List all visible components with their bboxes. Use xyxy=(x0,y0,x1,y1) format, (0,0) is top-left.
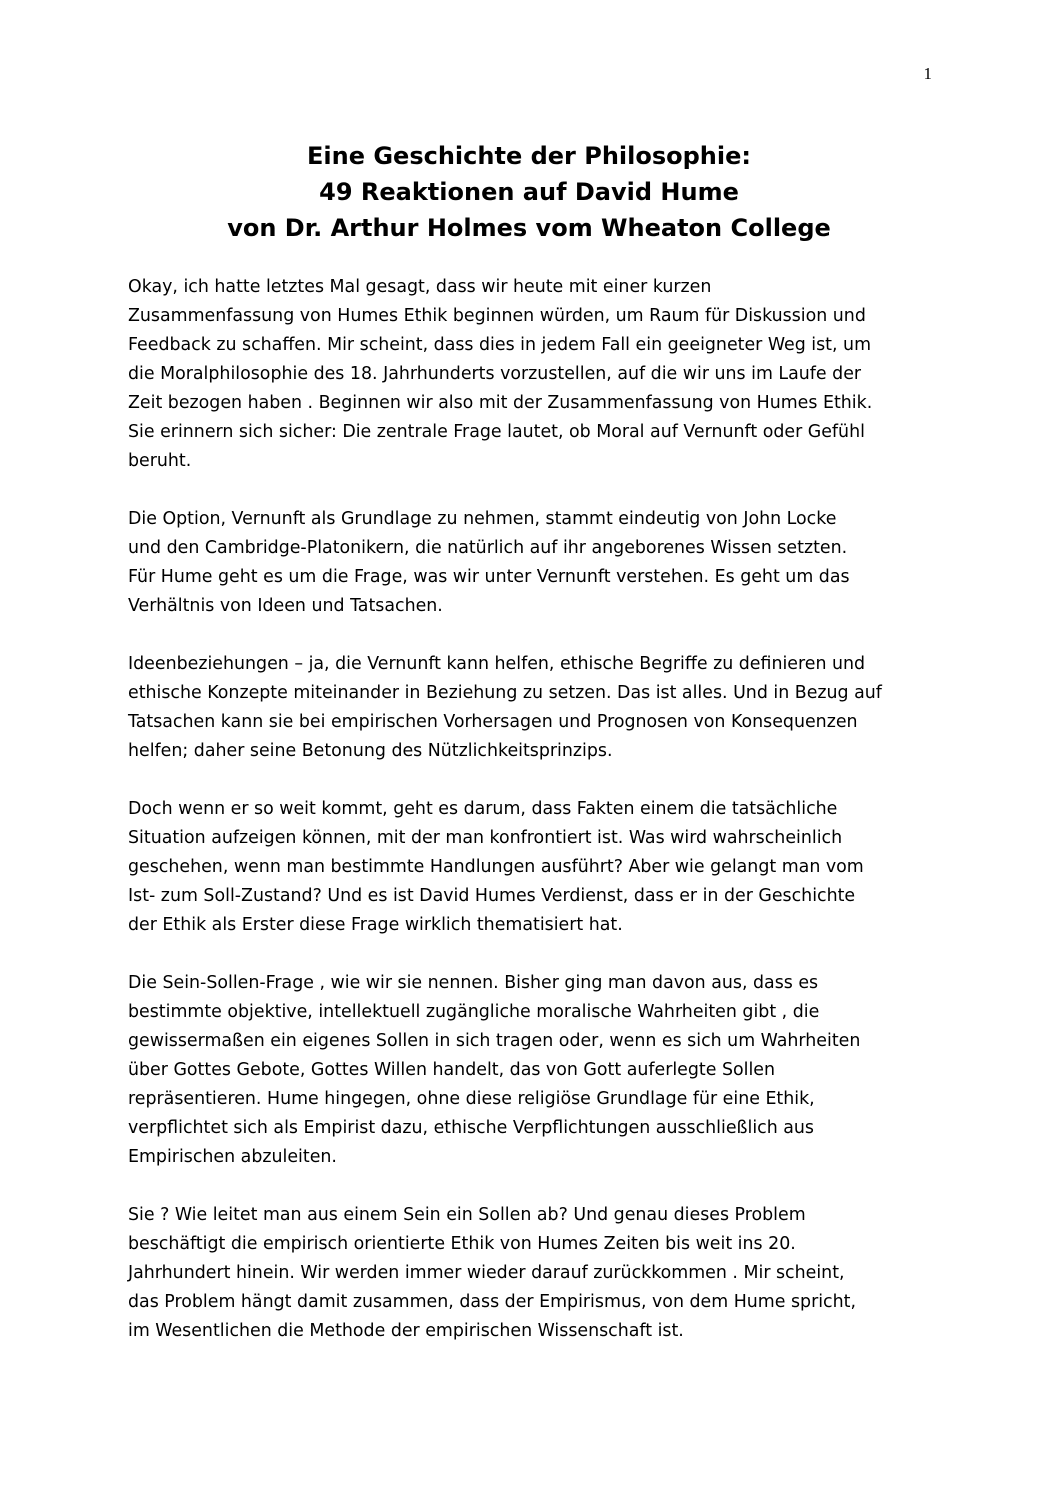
text-line: Sie erinnern sich sicher: Die zentrale Frage lautet, ob Moral auf Vernunft oder Gefühl xyxy=(128,422,865,442)
text-line: Doch wenn er so weit kommt, geht es darum, dass Fakten einem die tatsächliche xyxy=(128,799,838,819)
text-line: über Gottes Gebote, Gottes Willen handelt, das von Gott auferlegte Sollen xyxy=(128,1060,776,1080)
paragraph-1 xyxy=(128,273,948,476)
text-line: Zeit bezogen haben . Beginnen wir also mit der Zusammenfassung von Humes Ethik. xyxy=(128,393,873,413)
text-line: die Moralphilosophie des 18. Jahrhunderts vorzustellen, auf die wir uns im Laufe der xyxy=(128,364,862,384)
text-line: Situation aufzeigen können, mit der man konfrontiert ist. Was wird wahrscheinlich xyxy=(128,828,843,848)
text-line: Zusammenfassung von Humes Ethik beginnen würden, um Raum für Diskussion und xyxy=(128,306,866,326)
text-line: Die Sein-Sollen-Frage , wie wir sie nennen. Bisher ging man davon aus, dass es xyxy=(128,973,819,993)
document-body xyxy=(128,273,948,1375)
text-line: Verhältnis von Ideen und Tatsachen. xyxy=(128,596,443,616)
paragraph-4 xyxy=(128,795,948,940)
text-line: gewissermaßen ein eigenes Sollen in sich tragen oder, wenn es sich um Wahrheiten xyxy=(128,1031,861,1051)
text-line: Für Hume geht es um die Frage, was wir unter Vernunft verstehen. Es geht um das xyxy=(128,567,850,587)
text-line: Sie ? Wie leitet man aus einem Sein ein Sollen ab? Und genau dieses Problem xyxy=(128,1205,806,1225)
title-line: von Dr. Arthur Holmes vom Wheaton College xyxy=(227,214,831,242)
text-line: verpflichtet sich als Empirist dazu, ethische Verpflichtungen ausschließlich aus xyxy=(128,1118,814,1138)
text-line: Okay, ich hatte letztes Mal gesagt, dass wir heute mit einer kurzen xyxy=(128,277,712,297)
text-line: ethische Konzepte miteinander in Beziehung zu setzen. Das ist alles. Und in Bezug auf xyxy=(128,683,882,703)
text-line: Empirischen abzuleiten. xyxy=(128,1147,337,1167)
text-line: Die Option, Vernunft als Grundlage zu nehmen, stammt eindeutig von John Locke xyxy=(128,509,837,529)
paragraph-6 xyxy=(128,1201,948,1346)
text-line: geschehen, wenn man bestimmte Handlungen ausführt? Aber wie gelangt man vom xyxy=(128,857,864,877)
paragraph-3 xyxy=(128,650,948,766)
paragraph-2 xyxy=(128,505,948,621)
text-line: Feedback zu schaffen. Mir scheint, dass dies in jedem Fall ein geeigneter Weg ist, um xyxy=(128,335,872,355)
text-line: das Problem hängt damit zusammen, dass der Empirismus, von dem Hume spricht, xyxy=(128,1292,856,1312)
text-line: Ist- zum Soll-Zustand? Und es ist David Humes Verdienst, dass er in der Geschichte xyxy=(128,886,856,906)
text-line: Tatsachen kann sie bei empirischen Vorhersagen und Prognosen von Konsequenzen xyxy=(128,712,858,732)
document-title xyxy=(0,138,1058,246)
text-line: Jahrhundert hinein. Wir werden immer wieder darauf zurückkommen . Mir scheint, xyxy=(128,1263,845,1283)
title-line: Eine Geschichte der Philosophie: xyxy=(307,142,751,170)
text-line: und den Cambridge-Platonikern, die natürlich auf ihr angeborenes Wissen setzten. xyxy=(128,538,848,558)
page-number: 1 xyxy=(923,64,932,83)
text-line: repräsentieren. Hume hingegen, ohne diese religiöse Grundlage für eine Ethik, xyxy=(128,1089,815,1109)
text-line: beschäftigt die empirisch orientierte Ethik von Humes Zeiten bis weit ins 20. xyxy=(128,1234,796,1254)
title-line: 49 Reaktionen auf David Hume xyxy=(319,178,739,206)
paragraph-5 xyxy=(128,969,948,1172)
text-line: beruht. xyxy=(128,451,192,471)
text-line: bestimmte objektive, intellektuell zugängliche moralische Wahrheiten gibt , die xyxy=(128,1002,820,1022)
text-line: helfen; daher seine Betonung des Nützlichkeitsprinzips. xyxy=(128,741,613,761)
text-line: Ideenbeziehungen – ja, die Vernunft kann helfen, ethische Begriffe zu definieren und xyxy=(128,654,866,674)
text-line: im Wesentlichen die Methode der empirischen Wissenschaft ist. xyxy=(128,1321,684,1341)
text-line: der Ethik als Erster diese Frage wirklich thematisiert hat. xyxy=(128,915,623,935)
